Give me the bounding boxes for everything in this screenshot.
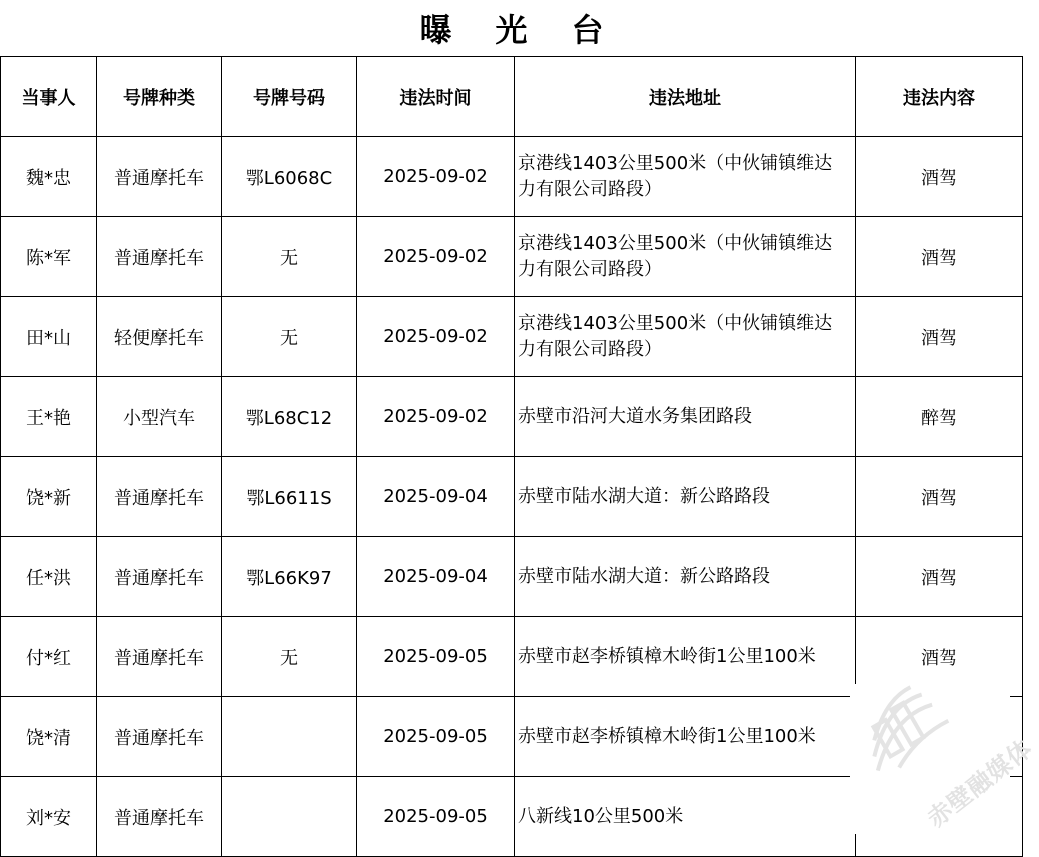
cell-address: 赤壁市赵李桥镇樟木岭街1公里100米	[515, 617, 856, 697]
cell-violation	[856, 697, 1023, 777]
cell-time: 2025-09-02	[357, 377, 515, 457]
cell-time: 2025-09-05	[357, 777, 515, 857]
cell-time: 2025-09-05	[357, 617, 515, 697]
cell-plate-type: 轻便摩托车	[97, 297, 222, 377]
table-row	[1, 697, 1023, 777]
cell-violation: 醉驾	[856, 377, 1023, 457]
table-row	[1, 537, 1023, 617]
cell-address: 八新线10公里500米	[515, 777, 856, 857]
header-plate-type: 号牌种类	[97, 57, 222, 137]
cell-time: 2025-09-02	[357, 217, 515, 297]
cell-plate-type: 普通摩托车	[97, 617, 222, 697]
page-title: 曝光台	[419, 11, 648, 49]
cell-violation: 酒驾	[856, 457, 1023, 537]
cell-plate-number	[222, 697, 357, 777]
table-row	[1, 457, 1023, 537]
header-violation-content: 违法内容	[856, 57, 1023, 137]
cell-plate-type: 小型汽车	[97, 377, 222, 457]
cell-party: 付*红	[1, 617, 97, 697]
exposure-table	[0, 56, 1023, 857]
table-row	[1, 137, 1023, 217]
cell-violation: 酒驾	[856, 297, 1023, 377]
cell-party: 任*洪	[1, 537, 97, 617]
cell-party: 饶*新	[1, 457, 97, 537]
cell-address: 赤壁市沿河大道水务集团路段	[515, 377, 856, 457]
cell-address: 京港线1403公里500米（中伙铺镇维达力有限公司路段）	[515, 217, 856, 297]
cell-address: 京港线1403公里500米（中伙铺镇维达力有限公司路段）	[515, 137, 856, 217]
table-row	[1, 617, 1023, 697]
cell-violation	[856, 777, 1023, 857]
cell-party: 魏*忠	[1, 137, 97, 217]
cell-plate-number: 鄂L68C12	[222, 377, 357, 457]
cell-violation: 酒驾	[856, 217, 1023, 297]
table-header-row	[1, 57, 1023, 137]
cell-plate-number: 鄂L6068C	[222, 137, 357, 217]
table-row	[1, 377, 1023, 457]
header-plate-number: 号牌号码	[222, 57, 357, 137]
cell-plate-type: 普通摩托车	[97, 697, 222, 777]
header-violation-address: 违法地址	[515, 57, 856, 137]
header-violation-time: 违法时间	[357, 57, 515, 137]
cell-plate-type: 普通摩托车	[97, 137, 222, 217]
cell-plate-number: 无	[222, 617, 357, 697]
cell-party: 陈*军	[1, 217, 97, 297]
cell-plate-type: 普通摩托车	[97, 777, 222, 857]
cell-party: 饶*清	[1, 697, 97, 777]
cell-time: 2025-09-05	[357, 697, 515, 777]
header-party: 当事人	[1, 57, 97, 137]
cell-address: 京港线1403公里500米（中伙铺镇维达力有限公司路段）	[515, 297, 856, 377]
table-row	[1, 777, 1023, 857]
cell-plate-number: 鄂L66K97	[222, 537, 357, 617]
cell-address: 赤壁市陆水湖大道：新公路路段	[515, 537, 856, 617]
watermark-text: 赤壁融媒体	[922, 733, 1038, 833]
cell-plate-type: 普通摩托车	[97, 217, 222, 297]
cell-time: 2025-09-02	[357, 297, 515, 377]
cell-plate-type: 普通摩托车	[97, 457, 222, 537]
table-row	[1, 217, 1023, 297]
cell-time: 2025-09-04	[357, 537, 515, 617]
cell-plate-number	[222, 777, 357, 857]
cell-violation: 酒驾	[856, 537, 1023, 617]
cell-time: 2025-09-02	[357, 137, 515, 217]
cell-address: 赤壁市陆水湖大道：新公路路段	[515, 457, 856, 537]
cell-plate-number: 鄂L6611S	[222, 457, 357, 537]
cell-address: 赤壁市赵李桥镇樟木岭街1公里100米	[515, 697, 856, 777]
cell-plate-number: 无	[222, 217, 357, 297]
cell-plate-type: 普通摩托车	[97, 537, 222, 617]
cell-party: 王*艳	[1, 377, 97, 457]
cell-time: 2025-09-04	[357, 457, 515, 537]
table-row	[1, 297, 1023, 377]
cell-violation: 酒驾	[856, 617, 1023, 697]
cell-party: 田*山	[1, 297, 97, 377]
cell-party: 刘*安	[1, 777, 97, 857]
cell-violation: 酒驾	[856, 137, 1023, 217]
cell-plate-number: 无	[222, 297, 357, 377]
